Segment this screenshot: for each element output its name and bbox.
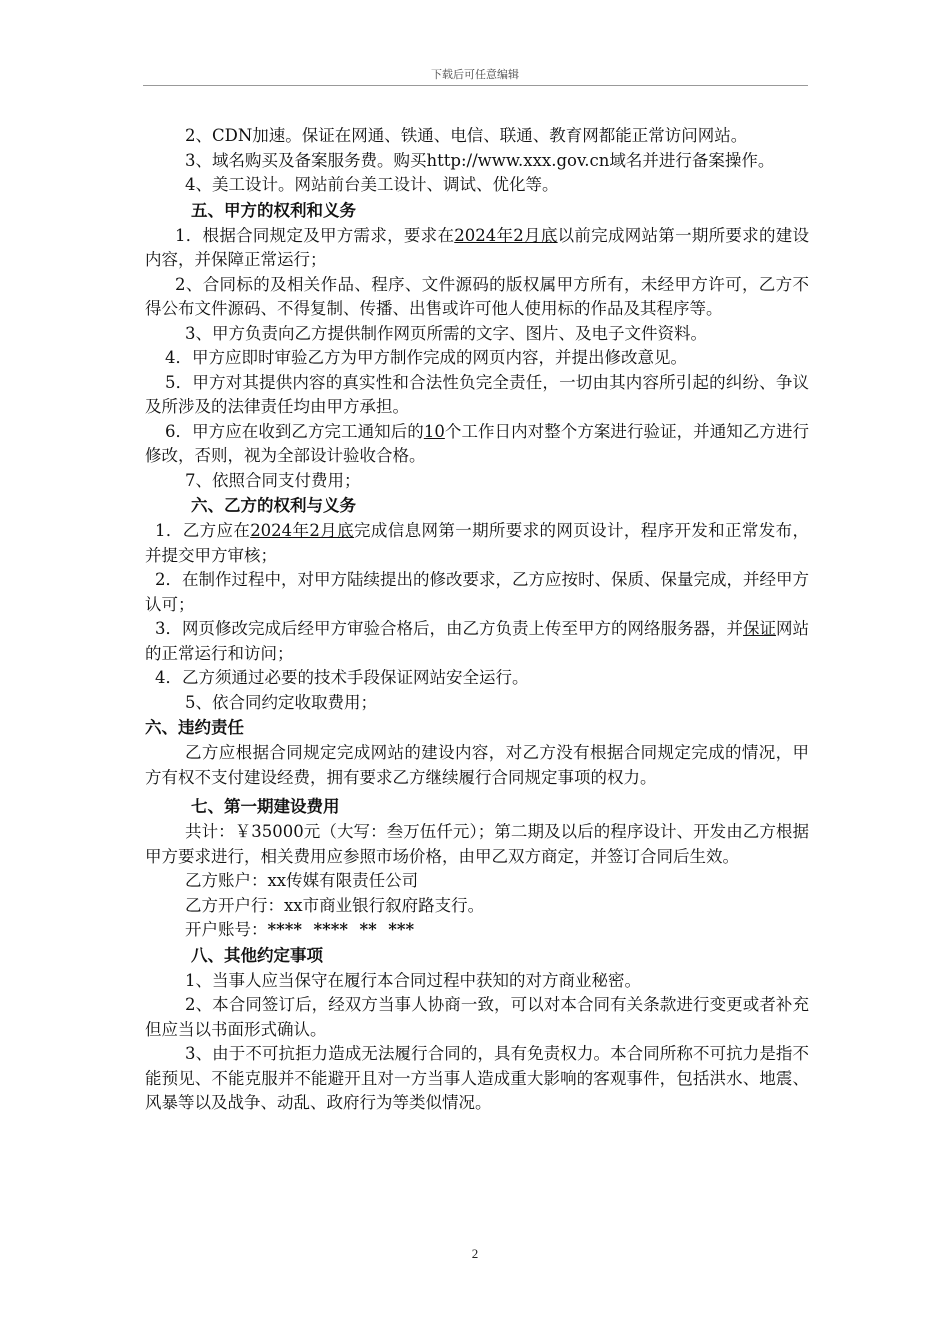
section6-item5: 5、依合同约定收取费用；: [185, 692, 377, 712]
section6-item1: 1．乙方应在2024年2月底完成信息网第一期所要求的网页设计，程序开发和正常发布，并提交甲方审核；: [145, 521, 810, 565]
section5-item4: 4．甲方应即时审验乙方为甲方制作完成的网页内容，并提出修改意见。: [165, 348, 687, 367]
section5-item7: 7、依照合同支付费用；: [185, 470, 361, 490]
section7-account-no: 开户账号：**** **** ** ***: [185, 920, 415, 939]
header-divider: [143, 85, 808, 86]
breach-text: 乙方应根据合同规定完成网站的建设内容，对乙方没有根据合同规定完成的情况，甲方有权不支付建设经费，拥有要求乙方继续履行合同规定事项的权力。: [145, 743, 809, 787]
section5-item5: 5．甲方对其提供内容的真实性和合法性负完全责任，一切由其内容所引起的纠纷、争议及所涉及的法律责任均由甲方承担。: [145, 372, 809, 416]
section7-title: 七、第一期建设费用: [191, 797, 340, 816]
section5-title: 五、甲方的权利和义务: [191, 200, 356, 220]
section8-item3: 3、由于不可抗拒力造成无法履行合同的，具有免责权力。本合同所称不可抗力是指不能预见、不能克服并不能避开且对一方当事人造成重大影响的客观事件，包括洪水、地震、风暴等以及战争、动乱、政府行为等类似情况。: [145, 1044, 809, 1112]
breach-title: 六、违约责任: [145, 718, 244, 737]
section7-total: 共计：￥35000元（大写：叁万伍仟元）；第二期及以后的程序设计、开发由乙方根据甲方要求进行，相关费用应参照市场价格，由甲乙双方商定，并签订合同后生效。: [145, 822, 809, 866]
section6-item2: 2．在制作过程中，对甲方陆续提出的修改要求，乙方应按时、保质、保量完成，并经甲方认可；: [145, 570, 809, 614]
item-cdn: 2、CDN加速。保证在网通、铁通、电信、联通、教育网都能正常访问网站。: [185, 126, 748, 145]
section8-item1: 1、当事人应当保守在履行本合同过程中获知的对方商业秘密。: [185, 970, 641, 990]
section7-bank: 乙方开户行：xx市商业银行叙府路支行。: [185, 895, 485, 915]
item-design: 4、美工设计。网站前台美工设计、调试、优化等。: [185, 175, 559, 194]
section6-item3: 3．网页修改完成后经甲方审验合格后，由乙方负责上传至甲方的网络服务器，并保证网站的正常运行和访问；: [145, 619, 809, 663]
item-domain: 3、域名购买及备案服务费。购买http://www.xxx.gov.cn域名并进行备案操作。: [185, 150, 775, 170]
section6-title: 六、乙方的权利与义务: [191, 496, 356, 515]
section5-item6: 6．甲方应在收到乙方完工通知后的10个工作日内对整个方案进行验证，并通知乙方进行修改，否则，视为全部设计验收合格。: [145, 421, 810, 465]
section5-item3: 3、甲方负责向乙方提供制作网页所需的文字、图片、及电子文件资料。: [185, 323, 707, 343]
section8-title: 八、其他约定事项: [191, 945, 323, 965]
section8-item2: 2、本合同签订后，经双方当事人协商一致，可以对本合同有关条款进行变更或者补充但应当以书面形式确认。: [145, 995, 809, 1039]
page-number: 2: [471, 1246, 479, 1261]
section7-account-name: 乙方账户：xx传媒有限责任公司: [185, 871, 419, 890]
page-header: 下载后可任意编辑: [431, 68, 519, 81]
section6-item4: 4．乙方须通过必要的技术手段保证网站安全运行。: [155, 668, 529, 687]
document-body: [145, 124, 809, 1116]
section5-item1: 1．根据合同规定及甲方需求，要求在2024年2月底以前完成网站第一期所要求的建设内容，并保障正常运行；: [145, 225, 810, 269]
section5-item2: 2、合同标的及相关作品、程序、文件源码的版权属甲方所有，未经甲方许可，乙方不得公布文件源码、不得复制、传播、出售或许可他人使用标的作品及其程序等。: [145, 274, 809, 318]
